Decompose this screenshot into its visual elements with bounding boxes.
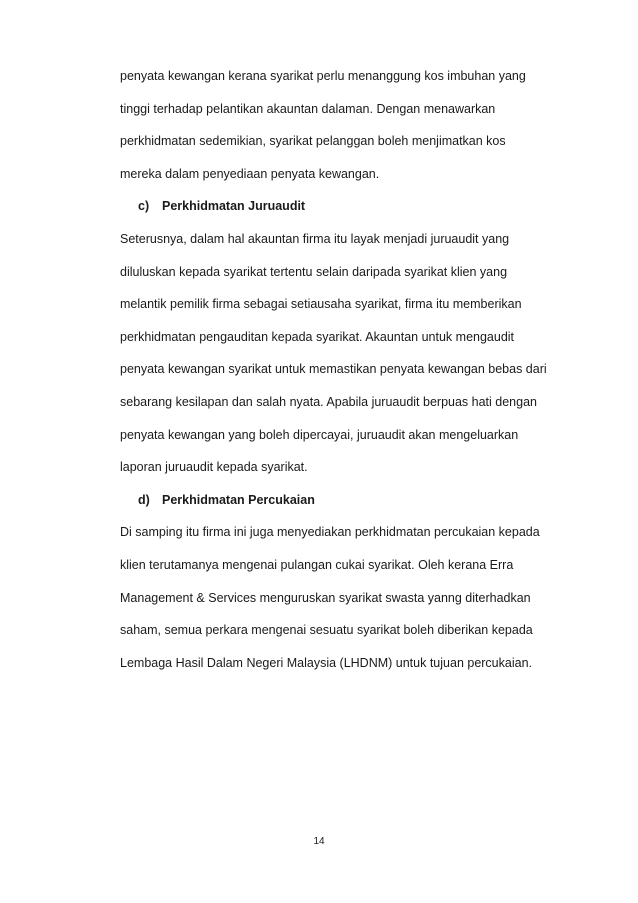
text-line: Di samping itu firma ini juga menyediakan perkhidmatan percukaian kepada xyxy=(120,525,540,540)
text-line: perkhidmatan sedemikian, syarikat pelanggan boleh menjimatkan kos xyxy=(120,134,506,149)
text-line: penyata kewangan yang boleh dipercayai, juruaudit akan mengeluarkan xyxy=(120,427,519,442)
page-content xyxy=(120,66,580,685)
paragraph-juruaudit xyxy=(120,229,580,477)
section-heading-d xyxy=(120,490,580,510)
paragraph-continuation xyxy=(120,66,580,184)
text-line: diluluskan kepada syarikat tertentu selain daripada syarikat klien yang xyxy=(120,264,508,279)
text-line: melantik pemilik firma sebagai setiausaha syarikat, firma itu memberikan xyxy=(120,297,522,312)
text-line: klien terutamanya mengenai pulangan cukai syarikat. Oleh kerana Erra xyxy=(120,557,514,572)
paragraph-percukaian xyxy=(120,522,580,672)
heading-title: Perkhidmatan Percukaian xyxy=(162,492,315,507)
heading-letter: d) xyxy=(138,492,150,507)
text-line: penyata kewangan kerana syarikat perlu menanggung kos imbuhan yang xyxy=(120,69,526,83)
heading-title: Perkhidmatan Juruaudit xyxy=(162,199,306,214)
text-line: penyata kewangan syarikat untuk memastikan penyata kewangan bebas dari xyxy=(120,362,547,377)
text-line: Seterusnya, dalam hal akauntan firma itu layak menjadi juruaudit yang xyxy=(120,231,510,246)
heading-letter: c) xyxy=(138,199,150,214)
text-line: tinggi terhadap pelantikan akauntan dalaman. Dengan menawarkan xyxy=(120,101,496,116)
text-line: perkhidmatan pengauditan kepada syarikat. Akauntan untuk mengaudit xyxy=(120,329,515,344)
page-number: 14 xyxy=(313,836,325,847)
text-line: mereka dalam penyediaan penyata kewangan. xyxy=(120,166,380,181)
text-line: Management & Services menguruskan syarikat swasta yanng diterhadkan xyxy=(120,590,531,605)
section-heading-c xyxy=(120,196,580,216)
text-line: laporan juruaudit kepada syarikat. xyxy=(120,460,308,475)
text-line: Lembaga Hasil Dalam Negeri Malaysia (LHDNM) untuk tujuan percukaian. xyxy=(120,655,532,670)
text-line: sebarang kesilapan dan salah nyata. Apabila juruaudit berpuas hati dengan xyxy=(120,394,537,409)
text-line: saham, semua perkara mengenai sesuatu syarikat boleh diberikan kepada xyxy=(120,623,533,638)
